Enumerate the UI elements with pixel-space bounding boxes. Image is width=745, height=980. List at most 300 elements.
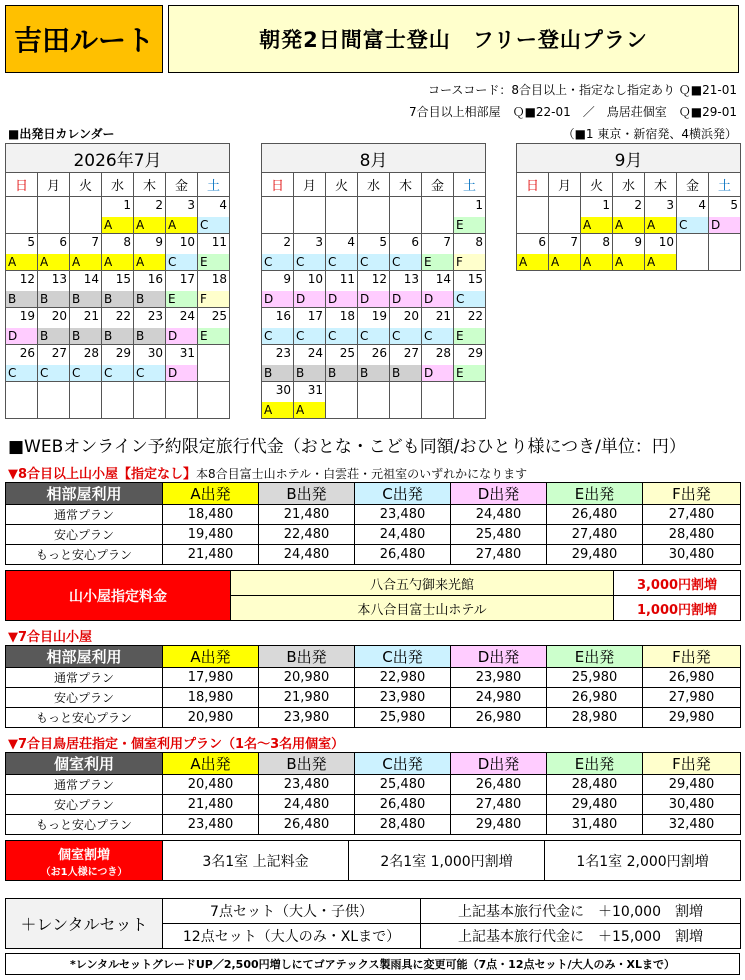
table-row (6, 815, 741, 835)
rental-name-1: 7点セット（大人・子供） (163, 899, 421, 924)
calendar-day[interactable] (294, 271, 326, 308)
calendar-day[interactable] (6, 308, 38, 345)
departure-code: C (454, 291, 485, 307)
departure-code: D (294, 291, 325, 307)
price-cell: 29,480 (451, 815, 547, 835)
plan-name: 安心プラン (6, 688, 163, 708)
calendar-day[interactable] (6, 345, 38, 382)
hut-fee-price-1: 3,000円割増 (614, 571, 741, 596)
price-cell: 21,480 (259, 505, 355, 525)
calendar-day[interactable] (454, 271, 486, 308)
price-cell: 23,480 (259, 775, 355, 795)
calendar-day[interactable] (38, 234, 70, 271)
day-number: 30 (147, 346, 163, 360)
day-number: 17 (179, 272, 195, 286)
departure-code: C (326, 254, 357, 270)
price-cell: 24,980 (451, 688, 547, 708)
calendar-day[interactable] (358, 308, 390, 345)
calendar-day[interactable] (198, 234, 230, 271)
day-number: 25 (339, 346, 355, 360)
day-number: 24 (179, 309, 195, 323)
departure-code: B (70, 291, 101, 307)
price-cell: 26,480 (451, 775, 547, 795)
departure-code: B (134, 291, 165, 307)
departure-code: D (422, 365, 453, 381)
departure-code: E (454, 217, 485, 233)
calendar-day[interactable] (166, 345, 198, 382)
day-number: 9 (634, 235, 642, 249)
departure-code: A (102, 217, 133, 233)
departure-code: C (38, 365, 69, 381)
calendar-day[interactable] (134, 271, 166, 308)
calendar-day (390, 382, 422, 419)
day-number: 10 (658, 235, 674, 249)
departure-code: C (422, 328, 453, 344)
calendar-day (677, 234, 709, 271)
table-label: 相部屋利用 (6, 646, 163, 668)
departure-code: B (134, 328, 165, 344)
calendar-day[interactable] (102, 197, 134, 234)
departure-code: A (134, 254, 165, 270)
calendar-day (102, 382, 134, 419)
departure-code: B (102, 328, 133, 344)
day-number: 19 (371, 309, 387, 323)
column-header: F出発 (643, 646, 741, 668)
calendar-day[interactable] (70, 345, 102, 382)
day-number: 15 (115, 272, 131, 286)
calendar-day[interactable] (134, 234, 166, 271)
calendar-day[interactable] (390, 234, 422, 271)
price-cell: 30,480 (643, 795, 741, 815)
calendar-day[interactable] (198, 271, 230, 308)
day-number: 23 (147, 309, 163, 323)
calendar-title: 9月 (517, 144, 741, 173)
day-number: 15 (467, 272, 483, 286)
calendar-2 (261, 143, 486, 419)
table2-heading: ▼7合目山小屋 (8, 630, 93, 645)
departure-code: C (102, 365, 133, 381)
price-cell: 24,480 (259, 545, 355, 565)
day-number: 17 (307, 309, 323, 323)
day-number: 22 (467, 309, 483, 323)
calendar-day[interactable] (38, 271, 70, 308)
price-cell: 23,980 (259, 708, 355, 728)
course-code-2: 7合目以上相部屋 Ｑ■22-01 ／ 鳥居荘個室 Ｑ■29-01 (408, 105, 737, 119)
column-header: B出発 (259, 753, 355, 775)
column-header: E出発 (547, 483, 643, 505)
day-number: 19 (19, 309, 35, 323)
day-number: 8 (602, 235, 610, 249)
hut-fee-price-2: 1,000円割増 (614, 596, 741, 621)
day-number: 12 (19, 272, 35, 286)
plan-name: もっと安心プラン (6, 815, 163, 835)
rental-table (5, 898, 741, 949)
day-number: 11 (211, 235, 227, 249)
price-cell: 30,480 (643, 545, 741, 565)
departure-code: D (709, 217, 740, 233)
departure-code: C (166, 254, 197, 270)
price-cell: 20,980 (163, 708, 259, 728)
departure-code: E (166, 291, 197, 307)
calendar-day[interactable] (581, 197, 613, 234)
day-number: 4 (698, 198, 706, 212)
column-header: E出発 (547, 646, 643, 668)
departure-code: D (262, 291, 293, 307)
calendar-day[interactable] (294, 382, 326, 419)
table-row (6, 525, 741, 545)
calendar-note: （■1 東京・新宿発、4横浜発） (562, 127, 737, 141)
calendar-day (198, 382, 230, 419)
price-table-1 (5, 482, 741, 565)
price-cell: 23,480 (355, 505, 451, 525)
calendar-day[interactable] (549, 234, 581, 271)
hut-fee-name-2: 本八合目富士山ホテル (231, 596, 614, 621)
departure-code: F (454, 254, 485, 270)
day-number: 26 (19, 346, 35, 360)
weekday-header: 水 (358, 173, 390, 197)
day-number: 4 (347, 235, 355, 249)
calendar-day[interactable] (326, 271, 358, 308)
price-table-3 (5, 752, 741, 835)
calendar-day[interactable] (70, 271, 102, 308)
price-cell: 24,480 (355, 525, 451, 545)
price-cell: 22,480 (259, 525, 355, 545)
day-number: 2 (283, 235, 291, 249)
calendar-day[interactable] (358, 234, 390, 271)
day-number: 28 (435, 346, 451, 360)
price-cell: 26,980 (547, 688, 643, 708)
calendar-day[interactable] (262, 345, 294, 382)
calendar-day[interactable] (262, 271, 294, 308)
price-cell: 18,480 (163, 505, 259, 525)
price-cell: 27,980 (643, 688, 741, 708)
calendar-day (198, 345, 230, 382)
departure-code: B (6, 291, 37, 307)
departure-code: B (358, 365, 389, 381)
calendar-day[interactable] (677, 197, 709, 234)
plan-name: 安心プラン (6, 525, 163, 545)
calendar-day (6, 197, 38, 234)
departure-code: A (166, 217, 197, 233)
price-cell: 26,480 (355, 795, 451, 815)
departure-code: E (198, 328, 229, 344)
weekday-header: 火 (326, 173, 358, 197)
table-row (6, 688, 741, 708)
calendar-day[interactable] (166, 197, 198, 234)
departure-code: C (6, 365, 37, 381)
price-cell: 20,480 (163, 775, 259, 795)
calendar-day[interactable] (70, 234, 102, 271)
day-number: 7 (443, 235, 451, 249)
calendar-day[interactable] (102, 345, 134, 382)
plan-name: もっと安心プラン (6, 545, 163, 565)
calendar-day[interactable] (709, 197, 741, 234)
price-table-2 (5, 645, 741, 728)
day-number: 8 (475, 235, 483, 249)
departure-code: A (613, 254, 644, 270)
day-number: 31 (307, 383, 323, 397)
calendar-day[interactable] (454, 197, 486, 234)
calendar-day[interactable] (198, 197, 230, 234)
calendar-day[interactable] (134, 345, 166, 382)
calendar-day[interactable] (166, 234, 198, 271)
calendar-day (549, 197, 581, 234)
departure-code: B (390, 365, 421, 381)
calendar-day[interactable] (390, 271, 422, 308)
calendar-day[interactable] (326, 345, 358, 382)
calendar-day (134, 382, 166, 419)
calendar-day[interactable] (38, 308, 70, 345)
calendar-day[interactable] (422, 271, 454, 308)
calendar-day (38, 197, 70, 234)
column-header: A出発 (163, 483, 259, 505)
day-number: 3 (315, 235, 323, 249)
calendar-title: 8月 (262, 144, 486, 173)
calendar-day[interactable] (294, 234, 326, 271)
weekday-header: 金 (166, 173, 198, 197)
price-cell: 25,980 (355, 708, 451, 728)
calendar-day[interactable] (454, 345, 486, 382)
weekday-header: 木 (390, 173, 422, 197)
price-cell: 18,980 (163, 688, 259, 708)
calendar-day[interactable] (102, 308, 134, 345)
calendar-day[interactable] (294, 308, 326, 345)
calendar-day[interactable] (70, 308, 102, 345)
day-number: 25 (211, 309, 227, 323)
calendar-day[interactable] (102, 271, 134, 308)
calendar-day[interactable] (454, 308, 486, 345)
private-room-3: 3名1室 上記料金 (163, 841, 349, 881)
price-cell: 25,480 (451, 525, 547, 545)
table1-heading-note: 本8合目富士山ホテル・白雲荘・元祖室のいずれかになります (196, 467, 528, 481)
calendar-day (422, 197, 454, 234)
departure-code: F (198, 291, 229, 307)
calendar-day[interactable] (134, 197, 166, 234)
day-number: 5 (27, 235, 35, 249)
price-cell: 27,480 (451, 545, 547, 565)
calendar-day (262, 197, 294, 234)
calendar-day[interactable] (262, 234, 294, 271)
calendar-day[interactable] (517, 234, 549, 271)
calendar-day[interactable] (198, 308, 230, 345)
day-number: 21 (83, 309, 99, 323)
day-number: 29 (115, 346, 131, 360)
private-room-table (5, 840, 741, 881)
departure-code: C (134, 365, 165, 381)
day-number: 27 (403, 346, 419, 360)
plan-name: 安心プラン (6, 795, 163, 815)
calendar-day (70, 197, 102, 234)
weekday-header: 日 (6, 173, 38, 197)
calendar-day[interactable] (613, 197, 645, 234)
price-cell: 29,480 (643, 775, 741, 795)
weekday-header: 火 (581, 173, 613, 197)
day-number: 9 (283, 272, 291, 286)
departure-code: B (38, 328, 69, 344)
column-header: A出発 (163, 753, 259, 775)
day-number: 13 (51, 272, 67, 286)
departure-code: A (134, 217, 165, 233)
column-header: D出発 (451, 753, 547, 775)
plan-title: 朝発2日間富士登山 フリー登山プラン (168, 5, 739, 73)
calendar-day[interactable] (358, 271, 390, 308)
calendar-day[interactable] (422, 345, 454, 382)
calendar-day[interactable] (358, 345, 390, 382)
price-cell: 27,480 (451, 795, 547, 815)
calendar-day[interactable] (134, 308, 166, 345)
departure-code: A (6, 254, 37, 270)
calendar-day[interactable] (166, 308, 198, 345)
weekday-header: 月 (294, 173, 326, 197)
departure-code: D (422, 291, 453, 307)
calendar-day[interactable] (645, 234, 677, 271)
private-room-1: 1名1室 2,000円割増 (545, 841, 741, 881)
day-number: 31 (179, 346, 195, 360)
day-number: 16 (147, 272, 163, 286)
day-number: 14 (435, 272, 451, 286)
column-header: C出発 (355, 483, 451, 505)
column-header: A出発 (163, 646, 259, 668)
departure-code: E (198, 254, 229, 270)
departure-code: C (198, 217, 229, 233)
course-code-1: コースコード：8合目以上・指定なし指定あり Ｑ■21-01 (427, 83, 737, 97)
calendar-day[interactable] (422, 234, 454, 271)
calendar-day[interactable] (38, 345, 70, 382)
departure-code: A (645, 254, 676, 270)
day-number: 8 (123, 235, 131, 249)
departure-code: A (294, 402, 325, 418)
departure-code: A (549, 254, 580, 270)
departure-code: E (454, 365, 485, 381)
table-row (6, 545, 741, 565)
price-cell: 26,480 (355, 545, 451, 565)
price-section-title: ■WEBオンライン予約限定旅行代金（おとな・こども同額/おひとり様につき/単位：円） (8, 437, 686, 457)
calendar-day[interactable] (262, 308, 294, 345)
price-cell: 23,980 (451, 668, 547, 688)
day-number: 5 (379, 235, 387, 249)
calendar-day (390, 197, 422, 234)
day-number: 20 (403, 309, 419, 323)
price-cell: 31,480 (547, 815, 643, 835)
calendar-day (326, 197, 358, 234)
departure-code: D (166, 328, 197, 344)
departure-code: C (358, 254, 389, 270)
calendar-day (166, 382, 198, 419)
calendar-day (6, 382, 38, 419)
price-cell: 26,980 (643, 668, 741, 688)
calendar-day[interactable] (102, 234, 134, 271)
table-row (6, 775, 741, 795)
day-number: 18 (211, 272, 227, 286)
departure-code: C (677, 217, 708, 233)
price-cell: 22,980 (355, 668, 451, 688)
departure-code: A (38, 254, 69, 270)
departure-code: C (390, 254, 421, 270)
calendar-day[interactable] (454, 234, 486, 271)
hut-fee-name-1: 八合五勺御来光館 (231, 571, 614, 596)
day-number: 5 (730, 198, 738, 212)
private-room-label: 個室割増 （お1人様につき） (6, 841, 163, 881)
footnote: *レンタルセットグレードUP／2,500円増しにてゴアテックス製雨具に変更可能（7点・12点セット/大人のみ・XLまで） (5, 953, 740, 975)
day-number: 10 (307, 272, 323, 286)
day-number: 26 (371, 346, 387, 360)
price-cell: 27,480 (547, 525, 643, 545)
calendar-1 (5, 143, 230, 419)
calendar-day (70, 382, 102, 419)
plan-name: 通常プラン (6, 668, 163, 688)
calendar-day[interactable] (645, 197, 677, 234)
calendar-day[interactable] (6, 234, 38, 271)
calendar-day[interactable] (581, 234, 613, 271)
departure-code: C (326, 328, 357, 344)
plan-name: もっと安心プラン (6, 708, 163, 728)
calendar-day[interactable] (613, 234, 645, 271)
weekday-header: 日 (517, 173, 549, 197)
price-cell: 28,480 (547, 775, 643, 795)
departure-code: C (294, 254, 325, 270)
departure-code: A (645, 217, 676, 233)
calendar-day[interactable] (326, 308, 358, 345)
table-row (6, 668, 741, 688)
table-label: 個室利用 (6, 753, 163, 775)
day-number: 30 (275, 383, 291, 397)
departure-code: D (6, 328, 37, 344)
calendar-day[interactable] (166, 271, 198, 308)
price-cell: 23,480 (163, 815, 259, 835)
departure-code: A (581, 254, 612, 270)
price-cell: 24,480 (451, 505, 547, 525)
hut-fee-table (5, 570, 741, 621)
price-cell: 25,480 (355, 775, 451, 795)
departure-code: B (326, 365, 357, 381)
weekday-header: 木 (645, 173, 677, 197)
departure-code: A (70, 254, 101, 270)
table1-heading: ▼8合目以上山小屋【指定なし】本8合目富士山ホテル・白雲荘・元祖室のいずれかになります (8, 467, 528, 482)
hut-fee-label: 山小屋指定料金 (6, 571, 231, 621)
calendar-day[interactable] (390, 308, 422, 345)
departure-code: E (422, 254, 453, 270)
calendar-day[interactable] (390, 345, 422, 382)
calendar-3 (516, 143, 741, 271)
day-number: 3 (187, 198, 195, 212)
day-number: 24 (307, 346, 323, 360)
calendar-title: 2026年7月 (6, 144, 230, 173)
calendar-day (326, 382, 358, 419)
calendar-section-title: ■出発日カレンダー (8, 127, 115, 141)
calendar-day[interactable] (294, 345, 326, 382)
weekday-header: 金 (677, 173, 709, 197)
price-cell: 28,480 (643, 525, 741, 545)
departure-code: A (262, 402, 293, 418)
calendar-day[interactable] (326, 234, 358, 271)
price-cell: 29,480 (547, 795, 643, 815)
day-number: 1 (602, 198, 610, 212)
price-cell: 28,980 (547, 708, 643, 728)
day-number: 22 (115, 309, 131, 323)
weekday-header: 火 (70, 173, 102, 197)
weekday-header: 木 (134, 173, 166, 197)
calendar-day[interactable] (422, 308, 454, 345)
departure-code: E (454, 328, 485, 344)
rental-name-2: 12点セット（大人のみ・XLまで） (163, 924, 421, 949)
calendar-day[interactable] (6, 271, 38, 308)
weekday-header: 土 (198, 173, 230, 197)
departure-code: D (358, 291, 389, 307)
day-number: 1 (123, 198, 131, 212)
column-header: F出発 (643, 483, 741, 505)
calendar-day[interactable] (262, 382, 294, 419)
weekday-header: 月 (549, 173, 581, 197)
